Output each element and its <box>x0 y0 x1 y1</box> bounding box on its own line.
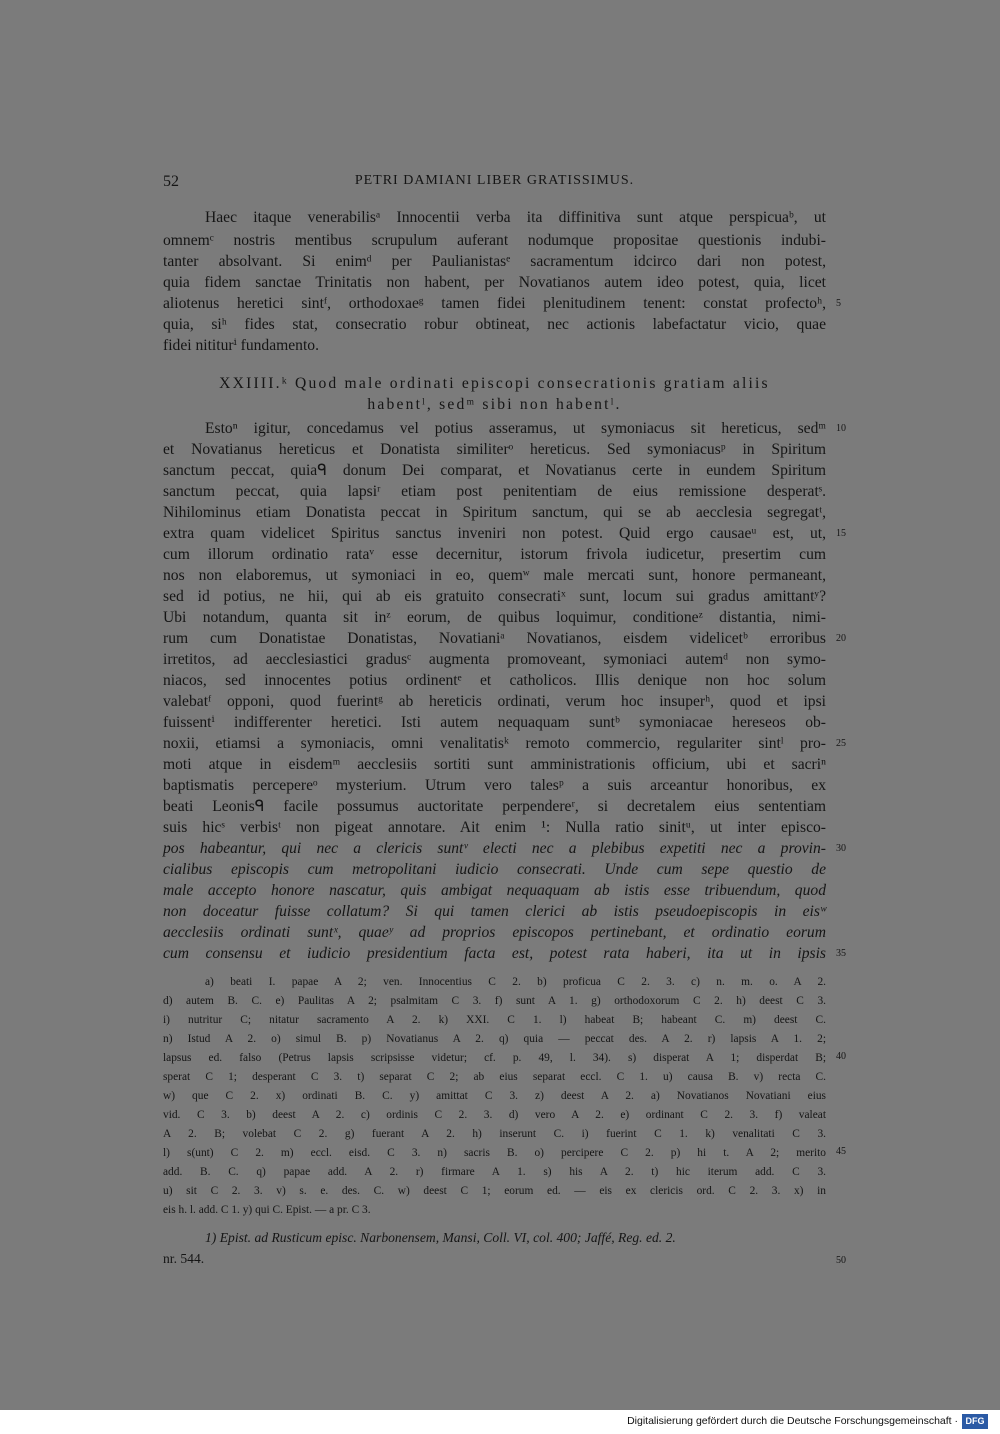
text-line: rum cum Donatistae Donatistas, Novatianiᵃ Novatianos, eisdem videlicetᵇ erroribus <box>163 630 826 647</box>
text-line: fidei nititurⁱ fundamento. <box>163 337 320 354</box>
line-number: 40 <box>836 1051 846 1062</box>
line-number: 50 <box>836 1255 846 1266</box>
running-title: PETRI DAMIANI LIBER GRATISSIMUS. <box>354 173 635 188</box>
text-line: moti atque in eisdemᵐ aecclesiis sortiti sunt amministrationis officium, ubi et sacriⁿ <box>163 756 826 773</box>
footnote-line: sperat C 1; desperant C 3. t) separat C 2; ab eius separat eccl. C 1. u) causa B. v) recta C. <box>163 1071 826 1083</box>
footnote-line: eis h. l. add. C 1. y) qui C. Epist. — a pr. C 3. <box>163 1204 371 1216</box>
text-line: sed id potius, ne hii, qui ab eis gratuito consecratiˣ sunt, locum sui gradus amittantʸ? <box>163 588 826 605</box>
footnote-line: i) nutritur C; nitatur sacramento A 2. k) XXI. C 1. l) habeat B; habeant C. m) deest C. <box>163 1014 826 1026</box>
funding-footer <box>0 1410 1000 1434</box>
text-line: quia, siʰ fides stat, consecratio robur obtineat, nec actionis labefactatur vicio, quae <box>163 316 826 333</box>
footnote-line: n) Istud A 2. o) simul B. p) Novatianus A 2. q) quia — peccat des. A 2. r) lapsis A 1. 2; <box>163 1033 826 1045</box>
funding-note: Digitalisierung gefördert durch die Deutsche Forschungsgemeinschaft · <box>627 1415 958 1427</box>
text-line: omnemᶜ nostris mentibus scrupulum auferant nodumque propositae questionis indubi- <box>163 232 826 249</box>
footnote-line: u) sit C 2. 3. v) s. e. des. C. w) deest C 1; eorum ed. — eis ex clericis ord. C 2. 3. x) in <box>163 1185 826 1197</box>
line-number: 15 <box>836 528 846 539</box>
text-line: tanter absolvant. Si enimᵈ per Paulianistasᵉ sacramentum idcirco dari non potest, <box>163 253 826 270</box>
text-line: valebatᶠ opponi, quod fuerintᵍ ab hereticis ordinati, verum hoc insuperʰ, quod et ipsi <box>163 693 826 710</box>
text-line: nos non elaboremus, ut symoniaci in eo, quemʷ male mercati sunt, honore permaneant, <box>163 567 826 584</box>
reference-line: nr. 544. <box>163 1251 205 1266</box>
page-header <box>163 173 826 193</box>
quotation-line: male accepto honore nascatur, quis ambigat nequaquam ab istis esse tribuendum, quod <box>163 882 826 899</box>
line-number: 20 <box>836 633 846 644</box>
line-number: 30 <box>836 843 846 854</box>
quotation-line: cialibus episcopis cum metropolitani iudicio consecrati. Unde cum sepe questio de <box>163 861 826 878</box>
line-number: 45 <box>836 1146 846 1157</box>
text-line: Nihilominus etiam Donatista peccat in Spiritum sanctum, qui se ab aecclesia segregatᵗ, <box>163 504 826 521</box>
footnote-line: lapsus ed. falso (Petrus lapsis scripsisse videtur; cf. p. 49, l. 34). s) disperat A 1; disperdat B; <box>163 1052 826 1064</box>
footnote-line: l) s(unt) C 2. m) eccl. eisd. C 3. n) sacris B. o) percipere C 2. p) hi t. A 2; merito <box>163 1147 826 1159</box>
text-line: Estoⁿ igitur, concedamus vel potius asseramus, ut symoniacus sit hereticus, sedᵐ <box>205 420 826 437</box>
footnote-line: a) beati I. papae A 2; ven. Innocentius C 2. b) proficua C 2. 3. c) n. m. o. A 2. <box>205 976 826 988</box>
line-number: 5 <box>836 298 841 309</box>
quotation-line: non doceatur fuisse collatum? Si qui tamen clerici ab istis pseudoepiscopis in eisʷ <box>163 903 826 920</box>
quotation-line: cum consensu et iudicio presidentium facta est, potest rata haberi, ita ut in ipsis <box>163 945 826 962</box>
footnote-line: add. B. C. q) papae add. A 2. r) firmare A 1. s) his A 2. t) hic iterum add. C 3. <box>163 1166 826 1178</box>
text-line: suis hicˢ verbisᵗ non pigeat annotare. Ait enim ¹: Nulla ratio sinitᵘ, ut inter episco- <box>163 819 826 836</box>
text-line: sanctum peccat, quiaᑫ donum Dei comparat, et Novatianus certe in eundem Spiritum <box>163 462 826 479</box>
footnote-line: w) que C 2. x) ordinati B. C. y) amittat C 3. z) deest A 2. a) Novatianos Novatiani eius <box>163 1090 826 1102</box>
line-number: 35 <box>836 948 846 959</box>
text-line: extra quam videlicet Spiritus sanctus inveniri non potest. Quid ergo causaeᵘ est, ut, <box>163 525 826 542</box>
quotation-line: pos habeantur, qui nec a clericis suntᵛ electi nec a plebibus expetiti nec a provin- <box>163 840 826 857</box>
text-line: Ubi notandum, quanta sit inᶻ eorum, de quibus loquimur, conditioneᶻ distantia, nimi- <box>163 609 826 626</box>
line-number: 10 <box>836 423 846 434</box>
dfg-logo-icon: DFG <box>962 1414 988 1429</box>
text-line: niacos, sed innocentes potius ordinentᵉ et catholicos. Illis denique non hoc solum <box>163 672 826 689</box>
text-line: irretitos, ad aecclesiastici gradusᶜ augmenta promoveant, symoniaci autemᵈ non symo- <box>163 651 826 668</box>
text-line: aliotenus heretici sintᶠ, orthodoxaeᵍ tamen fidei plenitudinem tenent: constat profectoʰ, <box>163 295 826 312</box>
chapter-heading-cont: habentˡ, sedᵐ sibi non habentˡ. <box>367 396 622 413</box>
footnote-line: d) autem B. C. e) Paulitas A 2; psalmitam C 3. f) sunt A 1. g) orthodoxorum C 2. h) deest C 3. <box>163 995 826 1007</box>
chapter-heading: XXIIII.ᵏ Quod male ordinati episcopi consecrationis gratiam aliis <box>219 375 770 392</box>
text-line: noxii, etiamsi a symoniacis, omni venalitatisᵏ remoto commercio, regulariter sintˡ pro- <box>163 735 826 752</box>
line-number: 25 <box>836 738 846 749</box>
text-line: sanctum peccat, quia lapsiʳ etiam post penitentiam de eius remissione desperatˢ. <box>163 483 826 500</box>
text-line: et Novatianus hereticus et Donatista similiterᵒ hereticus. Sed symoniacusᵖ in Spiritum <box>163 441 826 458</box>
text-line: baptismatis percepereᵒ mysterium. Utrum vero talesᵖ a suis arceantur honoribus, ex <box>163 777 826 794</box>
footnote-line: vid. C 3. b) deest A 2. c) ordinis C 2. 3. d) vero A 2. e) ordinant C 2. 3. f) valeat <box>163 1109 826 1121</box>
text-line: fuissentⁱ indifferenter heretici. Isti autem nequaquam suntᵇ symoniacae hereseos ob- <box>163 714 826 731</box>
quotation-line: aecclesiis ordinati suntˣ, quaeʸ ad proprios episcopos pertinebant, et ordinatio eorum <box>163 924 826 941</box>
footnote-line: A 2. B; volebat C 2. g) fuerant A 2. h) inserunt C. i) fuerint C 1. k) venalitati C 3. <box>163 1128 826 1140</box>
text-line: beati Leonisᑫ facile possumus auctoritate perpendereʳ, si decretalem eius sententiam <box>163 798 826 815</box>
page-number: 52 <box>163 173 179 190</box>
text-line: cum illorum ordinatio rataᵛ esse decernitur, istorum frivola iudicetur, presertim cum <box>163 546 826 563</box>
text-line: Haec itaque venerabilisᵃ Innocentii verba ita diffinitiva sunt atque perspicuaᵇ, ut <box>205 209 826 226</box>
text-line: quia fidem sanctae Trinitatis non habent, per Novatianos autem ideo potest, quia, licet <box>163 274 826 291</box>
reference-line: 1) Epist. ad Rusticum episc. Narbonensem, Mansi, Coll. VI, col. 400; Jaffé, Reg. ed. 2. <box>205 1230 676 1245</box>
